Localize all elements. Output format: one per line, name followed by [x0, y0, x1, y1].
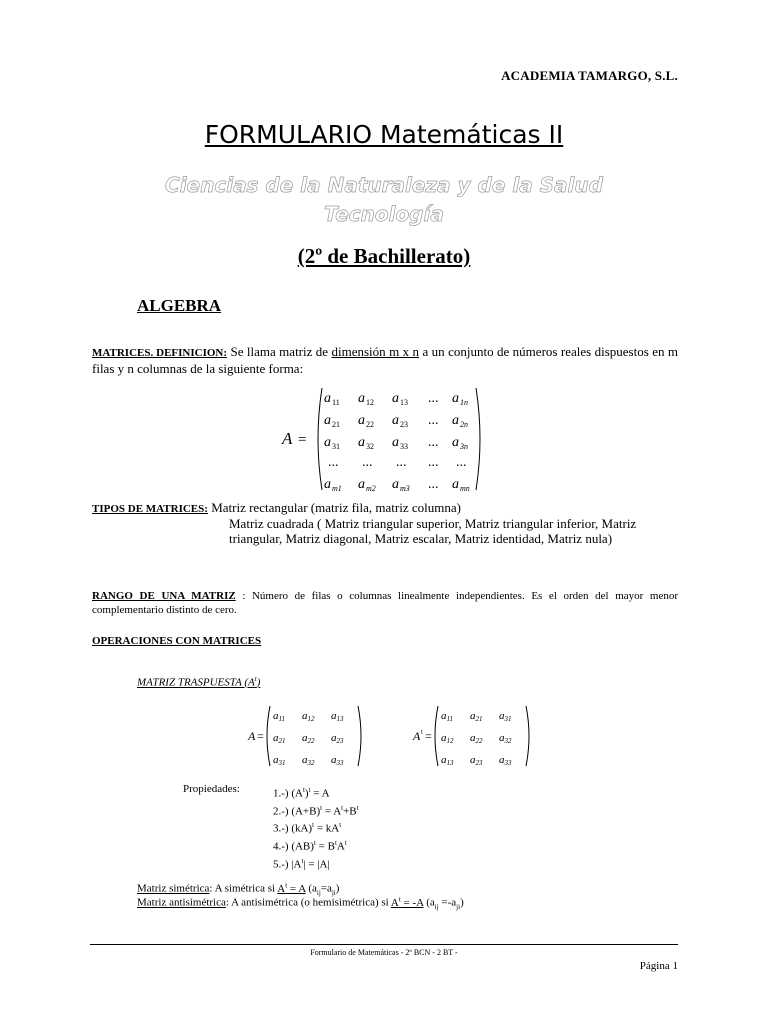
svg-text:a21: a21	[470, 710, 483, 723]
simetrica-label: Matriz simétrica	[137, 882, 210, 895]
subtitle-line2: Tecnología	[324, 202, 444, 226]
footer-text: Formulario de Matemáticas - 2º BCN - 2 BT -	[310, 948, 458, 957]
page-number: Página 1	[639, 960, 678, 972]
svg-text:a: a	[452, 391, 459, 406]
svg-text:mn: mn	[460, 484, 470, 493]
svg-text:a23: a23	[470, 754, 483, 767]
svg-text:a31: a31	[273, 754, 286, 767]
svg-text:a23: a23	[331, 732, 344, 745]
matriz-simetrica-line: Matriz simétrica: A simétrica si $A^t = A$ $(a_{ij}=a_{ji})$	[137, 881, 340, 897]
matrices-def-text2: a un conjunto de números reales dispuestos en m filas y n columnas de la siguiente forma:	[92, 344, 678, 376]
svg-text:m2: m2	[366, 484, 376, 493]
svg-text:a: a	[358, 391, 365, 406]
svg-text:3n: 3n	[460, 442, 468, 451]
matrix-a-transpose	[410, 703, 530, 769]
simetrica-text: : A simétrica si	[209, 882, 278, 895]
svg-text:13: 13	[400, 398, 408, 407]
svg-text:a13: a13	[331, 710, 344, 723]
propiedad-3: 3.-) $(kA)^t = kA^t$	[273, 821, 342, 835]
svg-text:2n: 2n	[460, 420, 468, 429]
svg-text:...: ...	[428, 477, 439, 492]
course-level: (2º de Bachillerato)	[297, 244, 471, 268]
svg-text:a11: a11	[273, 710, 285, 723]
svg-text:a: a	[324, 391, 331, 406]
propiedad-4-text: 4.-) (AB)	[273, 840, 314, 853]
propiedad-2: 2.-) $(A+B)^t = A^t+B^t$	[273, 803, 359, 818]
svg-text:a12: a12	[441, 732, 454, 745]
matriz-antisimetrica-line: Matriz antisimétrica: A antisimétrica (o hemisimétrica) si $A^t = -A$ $(a_{ij} =-a_{ji})$	[137, 895, 464, 911]
svg-text:a33: a33	[499, 754, 512, 767]
svg-text:...: ...	[428, 413, 439, 428]
svg-text:A: A	[282, 429, 293, 448]
svg-text:a: a	[358, 477, 365, 492]
svg-text:...: ...	[428, 455, 439, 470]
propiedad-1: 1.-) $(A^t)^t = A$	[273, 786, 330, 800]
svg-text:a11: a11	[441, 710, 453, 723]
matrix-a-3x3	[245, 703, 365, 769]
traspuesta-sup: t	[254, 675, 257, 683]
svg-text:a22: a22	[470, 732, 483, 745]
svg-text:a33: a33	[331, 754, 344, 767]
svg-text:21: 21	[332, 420, 340, 429]
svg-text:m1: m1	[332, 484, 342, 493]
footer-divider	[90, 944, 678, 945]
operaciones-label: OPERACIONES CON MATRICES	[92, 635, 262, 647]
svg-text:a: a	[392, 391, 399, 406]
propiedad-5: 5.-) $|A^t| = |A|$	[273, 856, 330, 871]
svg-text:=: =	[257, 729, 264, 743]
svg-text:...: ...	[428, 435, 439, 450]
rango-paragraph	[92, 589, 678, 617]
svg-text:31: 31	[332, 442, 340, 451]
svg-text:a: a	[324, 477, 331, 492]
svg-text:32: 32	[366, 442, 374, 451]
svg-text:...: ...	[396, 455, 407, 470]
svg-text:...: ...	[456, 455, 467, 470]
subtitle-line1: Ciencias de la Naturaleza y de la Salud	[165, 173, 603, 197]
svg-text:a: a	[392, 477, 399, 492]
section-title: ALGEBRA	[137, 296, 222, 315]
antisimetrica-label: Matriz antisimétrica	[137, 896, 226, 909]
svg-text:m3: m3	[400, 484, 410, 493]
matrices-def-dimension: dimensión m x n	[331, 344, 420, 359]
tipos-line2: Matriz cuadrada ( Matriz triangular superior, Matriz triangular inferior, Matriz triangular, Matriz diagonal, Matriz escalar, Matriz identidad, Matriz nula)	[229, 516, 637, 546]
svg-text:A: A	[413, 729, 421, 743]
general-matrix	[280, 382, 490, 496]
svg-text:t: t	[421, 728, 423, 736]
operaciones-heading	[92, 632, 678, 649]
svg-text:a: a	[452, 477, 459, 492]
propiedad-3-text: 3.-) (kA)	[273, 822, 313, 835]
svg-text:...: ...	[362, 455, 373, 470]
svg-text:=: =	[425, 729, 432, 743]
svg-text:A: A	[248, 729, 256, 743]
propiedad-4: 4.-) $(AB)^t = B^tA^t$	[273, 838, 347, 853]
propiedad-2-text: 2.-) (A+B)	[273, 805, 321, 818]
propiedades-list	[273, 783, 359, 871]
svg-text:a: a	[358, 413, 365, 428]
svg-text:a22: a22	[302, 732, 315, 745]
company-header: ACADEMIA TAMARGO, S.L.	[501, 68, 678, 83]
traspuesta-close: )	[256, 676, 261, 689]
svg-text:a12: a12	[302, 710, 315, 723]
svg-text:a32: a32	[302, 754, 315, 767]
svg-text:a: a	[324, 413, 331, 428]
svg-text:1n: 1n	[460, 398, 468, 407]
svg-text:=: =	[298, 432, 307, 448]
svg-text:23: 23	[400, 420, 408, 429]
svg-text:a: a	[452, 413, 459, 428]
antisimetrica-text: : A antisimétrica (o hemisimétrica) si	[225, 896, 391, 909]
tipos-line1	[92, 500, 678, 517]
propiedades-label: Propiedades:	[183, 783, 240, 795]
svg-text:22: 22	[366, 420, 374, 429]
svg-text:...: ...	[328, 455, 339, 470]
svg-text:a: a	[392, 413, 399, 428]
tipos-label: TIPOS DE MATRICES:	[92, 503, 208, 515]
svg-text:a: a	[392, 435, 399, 450]
matrices-definition	[92, 344, 678, 376]
svg-text:a21: a21	[273, 732, 286, 745]
svg-text:12: 12	[366, 398, 374, 407]
svg-text:...: ...	[428, 391, 439, 406]
svg-text:a: a	[324, 435, 331, 450]
svg-text:a: a	[452, 435, 459, 450]
document-title: FORMULARIO Matemáticas II	[204, 120, 564, 149]
svg-text:a: a	[358, 435, 365, 450]
matrices-def-text1: Se llama matriz de	[227, 344, 332, 359]
propiedad-5-text: 5.-) |A	[273, 858, 302, 871]
propiedad-1-text: 1.-) (A	[273, 787, 303, 800]
rango-label: RANGO DE UNA MATRIZ	[92, 590, 236, 602]
tipos-rectangular: Matriz rectangular (matriz fila, matriz columna)	[207, 500, 461, 515]
svg-text:a32: a32	[499, 732, 512, 745]
svg-text:a31: a31	[499, 710, 512, 723]
svg-text:33: 33	[400, 442, 408, 451]
matrices-def-label: MATRICES. DEFINICION:	[92, 347, 228, 359]
traspuesta-label-text: MATRIZ TRASPUESTA (A	[137, 676, 255, 689]
svg-text:11: 11	[332, 398, 340, 407]
rango-text: : Número de filas o columnas linealmente independientes. Es el orden del mayor menor complementario distinto de cero.	[92, 590, 679, 616]
traspuesta-label	[137, 675, 260, 689]
svg-text:a13: a13	[441, 754, 454, 767]
